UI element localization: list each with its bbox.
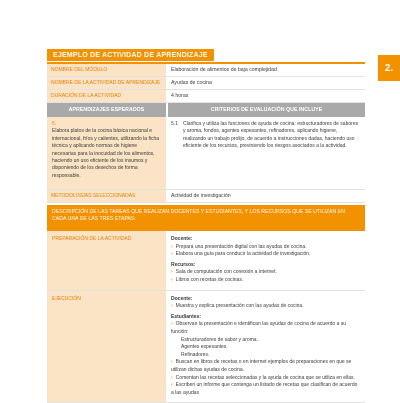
column-header-criterios: CRITERIOS DE EVALUACIÓN QUE INCLUYE xyxy=(168,103,365,117)
methodology-label: METODOLOGÍAS SELECCIONADAS xyxy=(47,190,166,202)
chevron-right-icon: › xyxy=(171,374,173,381)
execution-body xyxy=(166,291,365,403)
methodology-value: Actividad de investigación xyxy=(166,190,365,202)
criterio-cell xyxy=(166,117,365,189)
preparation-section xyxy=(47,231,365,291)
info-value: 4 horas xyxy=(166,90,365,102)
page-number-tab: 2. xyxy=(378,55,400,81)
info-value: Ayudas de cocina xyxy=(166,77,365,89)
sub-item: Agentes espesantes. xyxy=(181,344,228,351)
columns-header xyxy=(47,103,365,117)
list-item: › Escriben un informe que contenga un listado de recetas que clasifican de acuerdo a las ayudas xyxy=(171,382,358,396)
activity-document xyxy=(47,44,365,403)
column-header-aprendizajes: APRENDIZAJES ESPERADOS xyxy=(47,103,166,117)
estudiantes-heading: Estudiantes: xyxy=(171,313,202,320)
criterio-text: Clarifica y utiliza las funciones de ayuda de cocina: estructuradores de sabores y aroma, fondos, agentes espesantes, refinadores, aplicando higiene, realizando un trabajo prolijo, de acuerdo a instrucciones dadas, haciendo uso eficiente de los recursos, previniendo los riesgos asociados a la actividad. xyxy=(183,121,359,150)
chevron-right-icon: › xyxy=(171,382,173,389)
list-item: › Observan la presentación e identifican las ayudas de cocina de acuerdo a su función: xyxy=(171,321,347,335)
sub-item: Refinadores. xyxy=(181,351,210,358)
list-item: › Libros con recetas de cocinas. xyxy=(171,276,244,283)
list-item: › Muestra y explica presentación con las ayudas de cocina. xyxy=(171,303,304,310)
docente-heading: Docente: xyxy=(171,295,193,302)
list-item: › Prepara una presentación digital con las ayudas de cocina. xyxy=(171,243,307,250)
list-item: › Buscan en libros de recetas o en internet ejemplos de preparaciones en que se utilizan dichas ayudas de cocina. xyxy=(171,359,352,373)
recursos-heading: Recursos: xyxy=(171,261,196,268)
criterio-number: 5.1 xyxy=(171,121,178,127)
execution-section xyxy=(47,291,365,403)
aprendizaje-number: 5. xyxy=(52,121,57,127)
info-label: NOMBRE DE LA ACTIVIDAD DE APRENDIZAJE xyxy=(47,77,166,89)
list-item: › Sala de computación con conexión a internet. xyxy=(171,269,277,276)
chevron-right-icon: › xyxy=(171,276,173,283)
aprendizaje-text: Elabora platos de la cocina básica nacional e internacional, fríos y calientes, utilizando la ficha técnica y aplicando normas de higiene necesarias para la inocuidad de los alimentos, haciendo un uso eficiente de los insumos y disponiendo de los desechos de forma responsable. xyxy=(52,128,160,179)
chevron-right-icon: › xyxy=(171,303,173,310)
chevron-right-icon: › xyxy=(171,359,173,366)
list-item: › Elabora una guía para conducir la actividad de investigación. xyxy=(171,251,311,258)
preparation-label: PREPARACIÓN DE LA ACTIVIDAD xyxy=(47,231,166,290)
sub-item: Estructuradores de sabor y aroma. xyxy=(181,336,258,343)
document-title: EJEMPLO DE ACTIVIDAD DE APRENDIZAJE xyxy=(47,49,214,61)
chevron-right-icon: › xyxy=(171,251,173,258)
info-row-activity xyxy=(47,77,365,90)
execution-label: EJECUCIÓN xyxy=(47,291,166,403)
learning-row xyxy=(47,117,365,190)
aprendizaje-cell xyxy=(47,117,166,189)
chevron-right-icon: › xyxy=(171,269,173,276)
info-value: Elaboración de alimentos de baja complejidad xyxy=(166,64,365,76)
chevron-right-icon: › xyxy=(171,321,173,328)
docente-heading: Docente: xyxy=(171,236,193,242)
methodology-row xyxy=(47,190,365,203)
info-label: DURACIÓN DE LA ACTIVIDAD xyxy=(47,90,166,102)
info-label: NOMBRE DEL MÓDULO xyxy=(47,64,166,76)
info-row-module xyxy=(47,64,365,77)
info-row-duration xyxy=(47,90,365,103)
list-item: › Comentan las recetas seleccionadas y la ayuda de cocina que se utiliza en ellas. xyxy=(171,374,355,381)
description-banner: DESCRIPCIÓN DE LAS TAREAS QUE REALIZAN DOCENTES Y ESTUDIANTES, Y LOS RECURSOS QUE SE UTILIZAN EN CADA UNA DE LAS TRES ETAPAS: xyxy=(47,205,365,231)
preparation-body xyxy=(166,231,365,290)
chevron-right-icon: › xyxy=(171,243,173,250)
